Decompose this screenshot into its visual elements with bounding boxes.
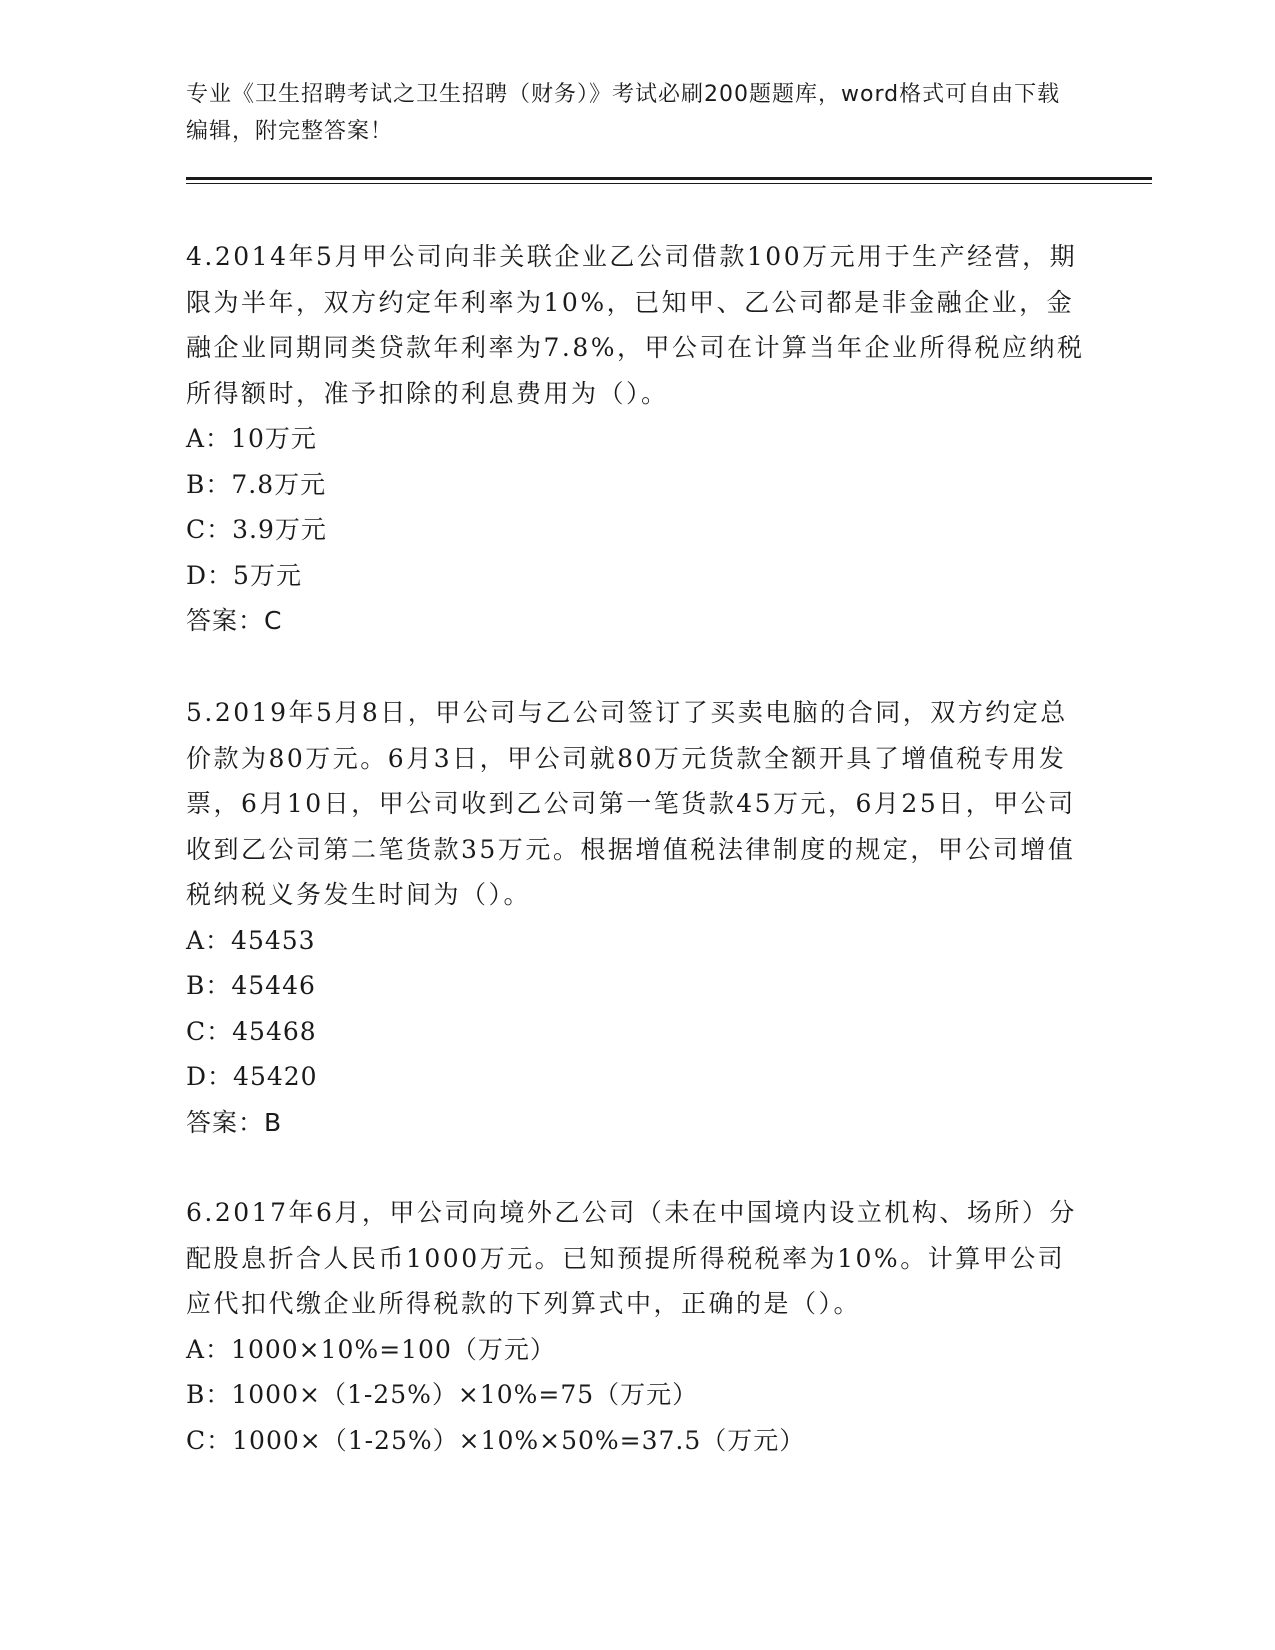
option-d: D：5万元 — [186, 560, 302, 590]
question-stem: 4.2014年5月甲公司向非关联企业乙公司借款100万元用于生产经营，期限为半年，双方约定年利率为10%，已知甲、乙公司都是非金融企业，金融企业同期同类贷款年利率为7.8%，甲公司在计算当年企业所得税应纳税所得额时，准予扣除的利息费用为（）。 — [186, 242, 1085, 408]
answer: 答案：C — [186, 606, 283, 635]
option-b: B：7.8万元 — [186, 469, 327, 499]
question-stem: 5.2019年5月8日，甲公司与乙公司签订了买卖电脑的合同，双方约定总价款为80万元。6月3日，甲公司就80万元货款全额开具了增值税专用发票，6月10日，甲公司收到乙公司第一笔货款45万元，6月25日，甲公司收到乙公司第二笔货款35万元。根据增值税法律制度的规定，甲公司增值税纳税义务发生时间为（）。 — [186, 698, 1076, 909]
option-a: A：1000×10%=100（万元） — [186, 1334, 556, 1364]
question-6 — [186, 1190, 1086, 1463]
option-b: B：45446 — [186, 971, 316, 1000]
document-header: 专业《卫生招聘考试之卫生招聘（财务）》考试必刷200题题库，word格式可自由下载编辑，附完整答案！ — [186, 82, 1061, 144]
question-5 — [186, 690, 1086, 1145]
header-divider-thick — [186, 177, 1152, 180]
option-b: B：1000×（1-25%）×10%=75（万元） — [186, 1380, 699, 1409]
header-divider-thin — [186, 183, 1152, 184]
option-d: D：45420 — [186, 1062, 318, 1091]
option-c: C：3.9万元 — [186, 515, 327, 544]
option-a: A：10万元 — [186, 424, 317, 453]
option-c: C：45468 — [186, 1016, 317, 1046]
option-c: C：1000×（1-25%）×10%×50%=37.5（万元） — [186, 1425, 806, 1455]
option-a: A：45453 — [186, 925, 316, 955]
answer: 答案：B — [186, 1107, 283, 1137]
question-4 — [186, 234, 1086, 644]
question-stem: 6.2017年6月，甲公司向境外乙公司（未在中国境内设立机构、场所）分配股息折合人民币1000万元。已知预提所得税税率为10%。计算甲公司应代扣代缴企业所得税款的下列算式中，正确的是（）。 — [186, 1198, 1077, 1318]
